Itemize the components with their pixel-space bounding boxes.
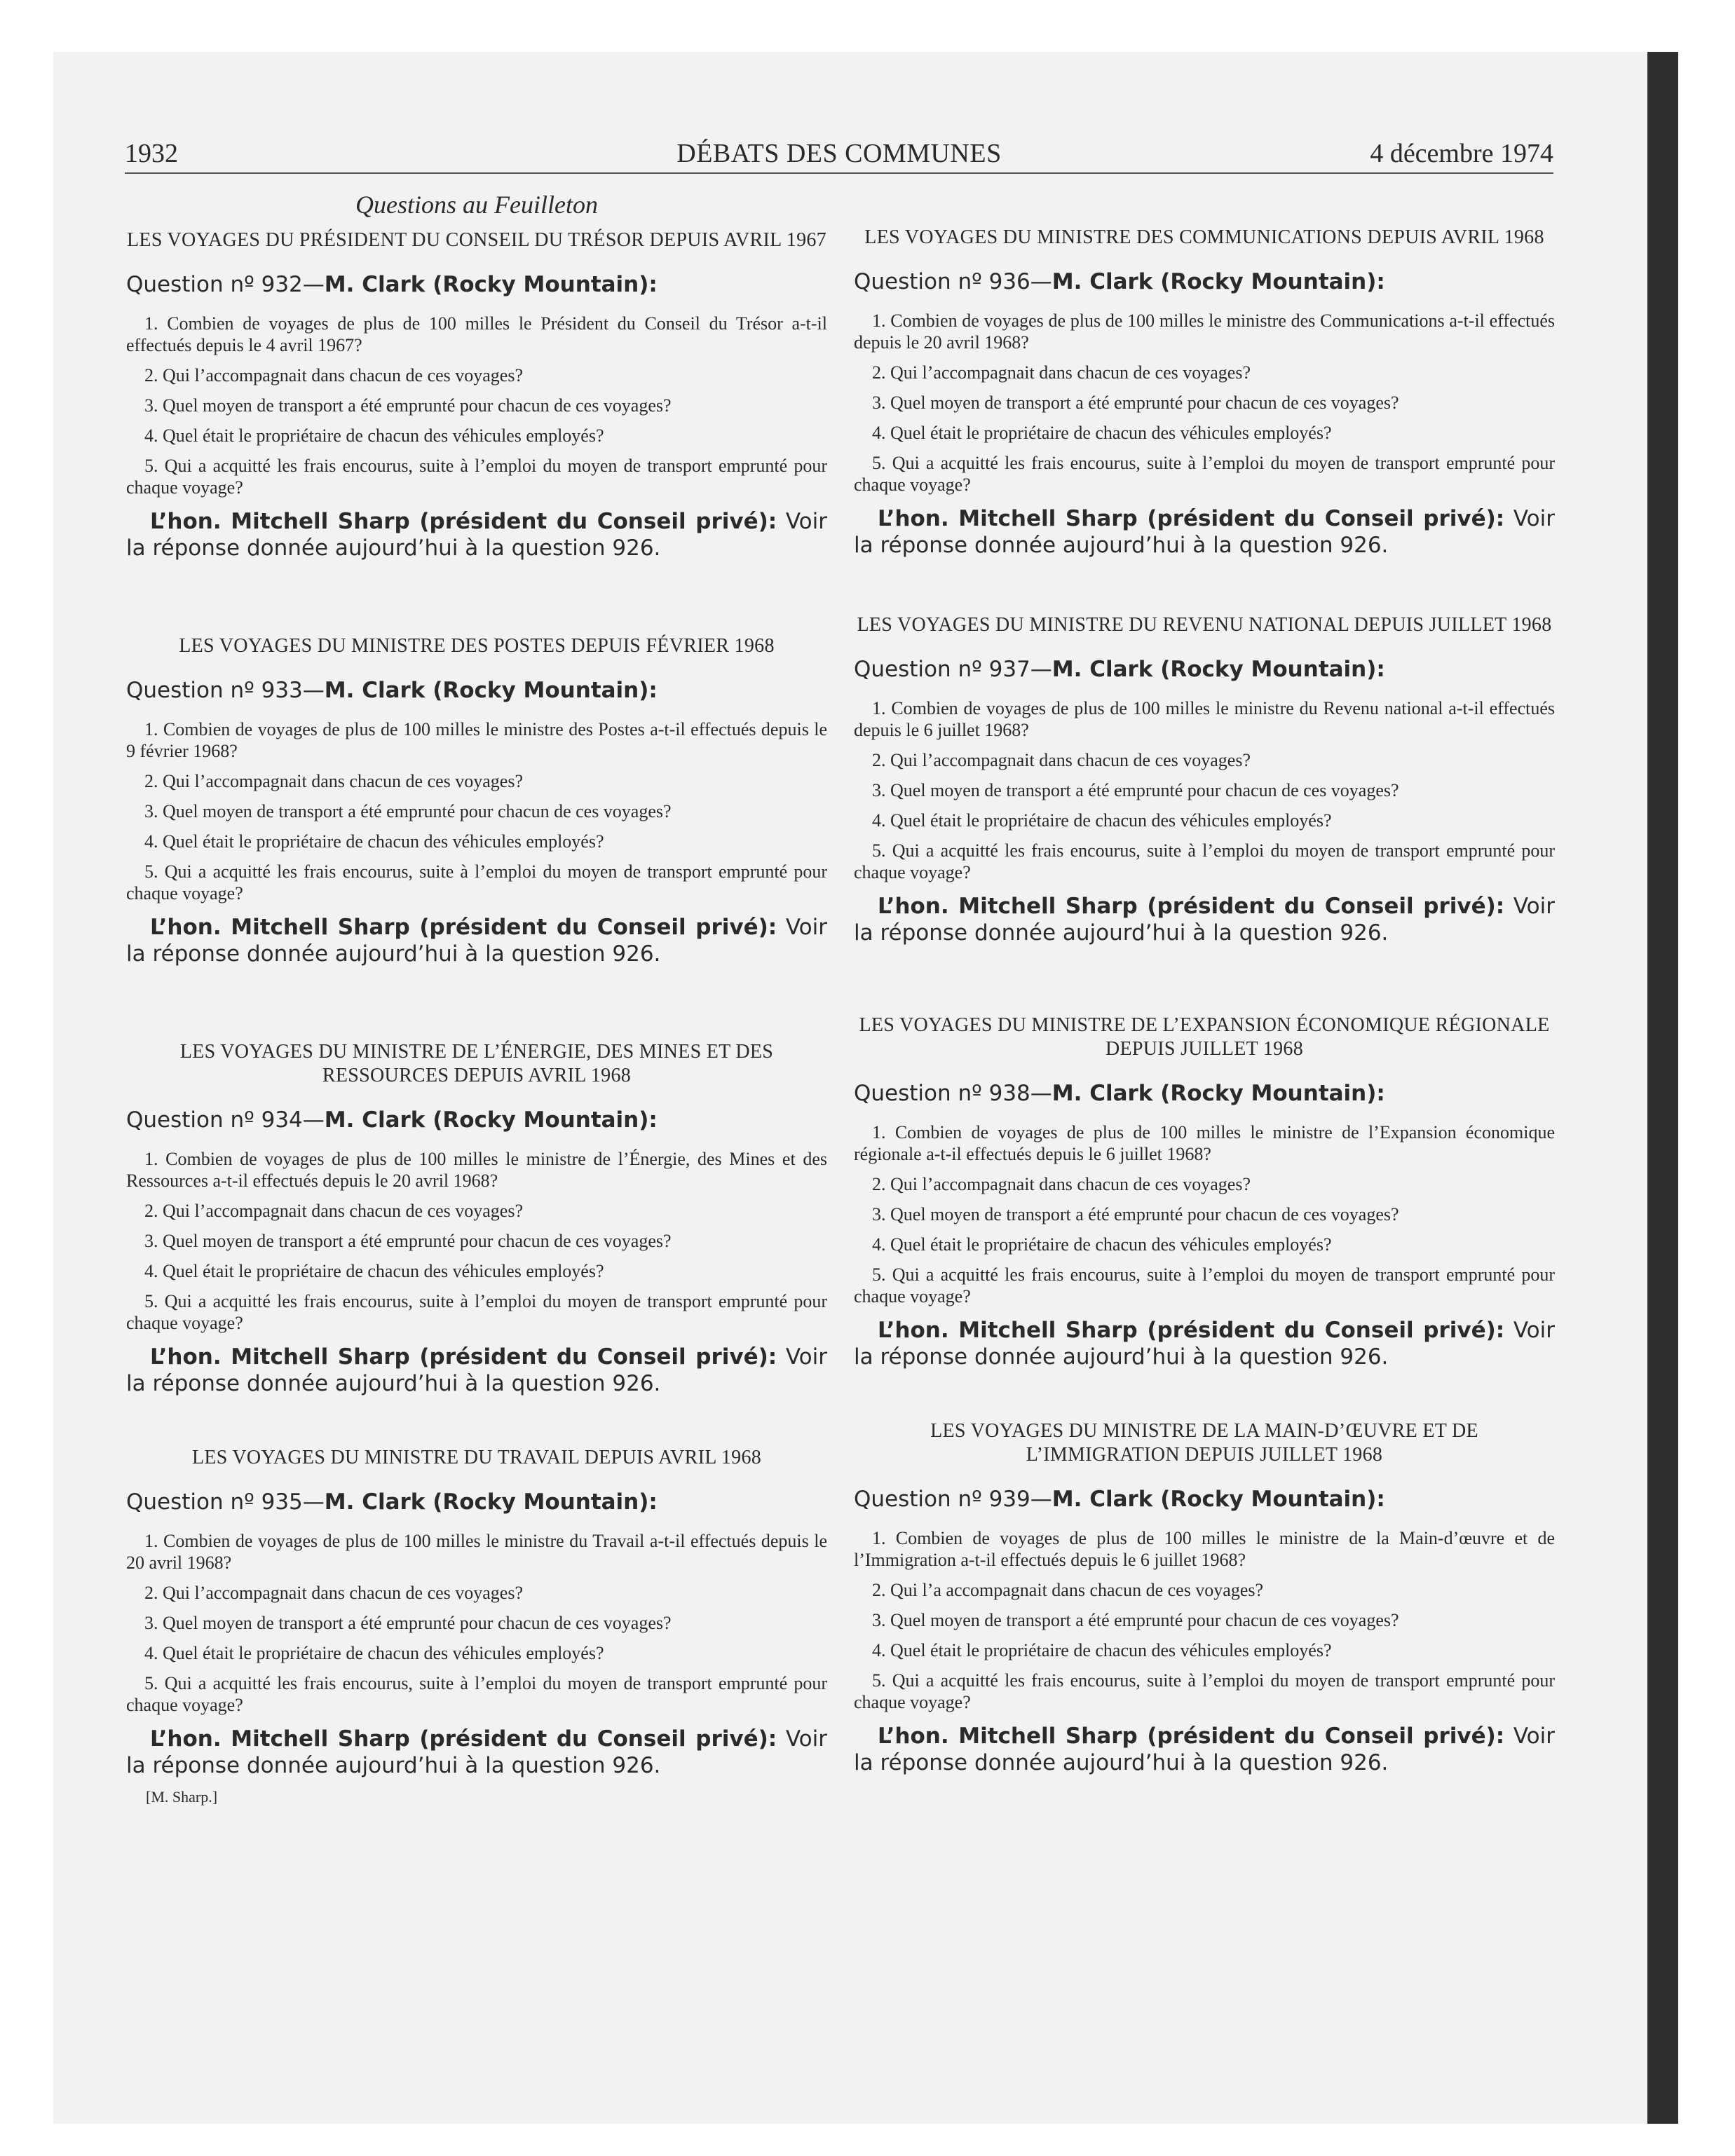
answer-speaker: L’hon. Mitchell Sharp (président du Conseil privé): [878, 1318, 1505, 1343]
question-item: 4. Quel était le propriétaire de chacun des véhicules employés? [144, 425, 604, 446]
issue-date: 4 décembre 1974 [1370, 139, 1553, 168]
question-number: Question nº 937— [854, 657, 1052, 682]
question-block [854, 226, 1555, 559]
question-number: Question nº 933— [126, 678, 325, 703]
question-item: 4. Quel était le propriétaire de chacun des véhicules employés? [144, 831, 604, 852]
answer-speaker: L’hon. Mitchell Sharp (président du Conseil privé): [150, 1344, 777, 1370]
answer-paragraph [854, 505, 1555, 559]
question-item: 3. Quel moyen de transport a été emprunté pour chacun de ces voyages? [144, 1613, 672, 1633]
answer-speaker: L’hon. Mitchell Sharp (président du Conseil privé): [150, 509, 777, 534]
answer-speaker: L’hon. Mitchell Sharp (président du Conseil privé): [150, 1726, 777, 1752]
question-item: 5. Qui a acquitté les frais encourus, suite à l’emploi du moyen de transport emprunté pour chaque voyage? [126, 1291, 827, 1333]
answer-paragraph [126, 1344, 827, 1397]
answer-speaker: L’hon. Mitchell Sharp (président du Conseil privé): [878, 506, 1505, 531]
answer-text: Voir la réponse donnée aujourd’hui à la question 926. [126, 509, 827, 561]
question-line [126, 271, 827, 299]
question-item: 2. Qui l’accompagnait dans chacun de ces voyages? [872, 1174, 1251, 1194]
question-item: 3. Quel moyen de transport a été emprunté pour chacun de ces voyages? [872, 1204, 1399, 1224]
speaker-footnote: [M. Sharp.] [146, 1788, 218, 1806]
answer-paragraph [126, 914, 827, 967]
question-item: 4. Quel était le propriétaire de chacun des véhicules employés? [872, 423, 1332, 443]
question-item: 2. Qui l’accompagnait dans chacun de ces voyages? [872, 750, 1251, 770]
question-item: 3. Quel moyen de transport a été emprunté pour chacun de ces voyages? [872, 780, 1399, 800]
answer-speaker: L’hon. Mitchell Sharp (président du Conseil privé): [878, 1724, 1505, 1749]
answer-speaker: L’hon. Mitchell Sharp (président du Conseil privé): [878, 894, 1505, 919]
question-asker: M. Clark (Rocky Mountain): [1052, 1081, 1385, 1106]
question-item: 5. Qui a acquitté les frais encourus, suite à l’emploi du moyen de transport emprunté pour chaque voyage? [854, 1264, 1555, 1306]
question-line [126, 1106, 827, 1134]
answer-paragraph [854, 1723, 1555, 1776]
question-item: 3. Quel moyen de transport a été emprunté pour chacun de ces voyages? [144, 801, 672, 821]
question-number: Question nº 939— [854, 1487, 1052, 1512]
question-asker: M. Clark (Rocky Mountain): [1052, 269, 1385, 294]
question-heading: LES VOYAGES DU MINISTRE DE LA MAIN-D’ŒUVRE ET DE L’IMMIGRATION DEPUIS JUILLET 1968 [930, 1420, 1478, 1466]
page-number: 1932 [125, 139, 178, 168]
question-block [126, 228, 827, 561]
publication-title: DÉBATS DES COMMUNES [676, 139, 1002, 168]
question-item: 4. Quel était le propriétaire de chacun des véhicules employés? [872, 810, 1332, 831]
answer-paragraph [854, 893, 1555, 946]
question-asker: M. Clark (Rocky Mountain): [324, 678, 658, 703]
question-block [854, 1419, 1555, 1776]
question-heading: LES VOYAGES DU MINISTRE DU REVENU NATIONAL DEPUIS JUILLET 1968 [857, 614, 1552, 636]
question-item: 2. Qui l’accompagnait dans chacun de ces voyages? [872, 362, 1251, 383]
question-number: Question nº 936— [854, 269, 1052, 294]
question-block [126, 1040, 827, 1397]
right-column [854, 226, 1555, 1776]
running-head [125, 137, 1553, 174]
question-line [854, 268, 1555, 296]
question-line [854, 1485, 1555, 1513]
question-item: 2. Qui l’a accompagnait dans chacun de ces voyages? [872, 1580, 1264, 1600]
answer-text: Voir la réponse donnée aujourd’hui à la question 926. [126, 915, 827, 967]
answer-text: Voir la réponse donnée aujourd’hui à la question 926. [854, 506, 1555, 558]
question-line [854, 1079, 1555, 1107]
left-column [126, 189, 827, 1807]
question-block [854, 613, 1555, 946]
question-asker: M. Clark (Rocky Mountain): [1052, 1487, 1385, 1512]
question-item: 1. Combien de voyages de plus de 100 milles le ministre des Communications a-t-il effectués depuis le 20 avril 1968? [854, 311, 1555, 353]
question-item: 4. Quel était le propriétaire de chacun des véhicules employés? [144, 1261, 604, 1281]
question-item: 2. Qui l’accompagnait dans chacun de ces voyages? [144, 771, 524, 791]
question-item: 1. Combien de voyages de plus de 100 milles le ministre de l’Énergie, des Mines et des Ressources a-t-il effectués depuis le 20 avril 1968? [126, 1149, 827, 1191]
question-heading: LES VOYAGES DU MINISTRE DU TRAVAIL DEPUIS AVRIL 1968 [191, 1447, 762, 1468]
question-item: 4. Quel était le propriétaire de chacun des véhicules employés? [872, 1234, 1332, 1255]
question-item: 5. Qui a acquitté les frais encourus, suite à l’emploi du moyen de transport emprunté pour chaque voyage? [126, 1673, 827, 1715]
answer-text: Voir la réponse donnée aujourd’hui à la question 926. [126, 1726, 827, 1778]
question-number: Question nº 932— [126, 272, 325, 297]
question-item: 3. Quel moyen de transport a été emprunté pour chacun de ces voyages? [144, 1231, 672, 1251]
answer-text: Voir la réponse donnée aujourd’hui à la question 926. [854, 1724, 1555, 1775]
question-block [126, 634, 827, 967]
question-item: 3. Quel moyen de transport a été emprunté pour chacun de ces voyages? [872, 1610, 1399, 1630]
question-block [854, 1014, 1555, 1370]
question-item: 1. Combien de voyages de plus de 100 milles le ministre du Travail a-t-il effectués depuis le 20 avril 1968? [126, 1531, 827, 1573]
answer-speaker: L’hon. Mitchell Sharp (président du Conseil privé): [150, 915, 777, 940]
question-item: 3. Quel moyen de transport a été emprunté pour chacun de ces voyages? [872, 393, 1399, 413]
question-item: 1. Combien de voyages de plus de 100 milles le ministre des Postes a-t-il effectués depuis le 9 février 1968? [126, 719, 827, 761]
question-heading: LES VOYAGES DU PRÉSIDENT DU CONSEIL DU TRÉSOR DEPUIS AVRIL 1967 [127, 229, 826, 251]
question-block [126, 1446, 827, 1779]
question-heading: LES VOYAGES DU MINISTRE DE L’ÉNERGIE, DES MINES ET DES RESSOURCES DEPUIS AVRIL 1968 [179, 1041, 774, 1086]
question-item: 5. Qui a acquitté les frais encourus, suite à l’emploi du moyen de transport emprunté pour chaque voyage? [854, 1670, 1555, 1712]
question-item: 4. Quel était le propriétaire de chacun des véhicules employés? [144, 1643, 604, 1663]
question-item: 5. Qui a acquitté les frais encourus, suite à l’emploi du moyen de transport emprunté pour chaque voyage? [126, 861, 827, 903]
question-number: Question nº 935— [126, 1489, 325, 1515]
question-heading: LES VOYAGES DU MINISTRE DES POSTES DEPUIS FÉVRIER 1968 [179, 635, 775, 657]
question-asker: M. Clark (Rocky Mountain): [324, 272, 658, 297]
answer-paragraph [126, 1726, 827, 1779]
scan-edge-bar [1647, 52, 1678, 2124]
question-heading: LES VOYAGES DU MINISTRE DES COMMUNICATIONS DEPUIS AVRIL 1968 [864, 226, 1544, 248]
answer-text: Voir la réponse donnée aujourd’hui à la question 926. [854, 894, 1555, 946]
answer-paragraph [126, 508, 827, 561]
question-line [126, 676, 827, 704]
question-asker: M. Clark (Rocky Mountain): [324, 1489, 658, 1515]
answer-text: Voir la réponse donnée aujourd’hui à la question 926. [854, 1318, 1555, 1370]
question-item: 2. Qui l’accompagnait dans chacun de ces voyages? [144, 1201, 524, 1221]
question-asker: M. Clark (Rocky Mountain): [324, 1107, 658, 1133]
question-asker: M. Clark (Rocky Mountain): [1052, 657, 1385, 682]
question-heading: LES VOYAGES DU MINISTRE DE L’EXPANSION ÉCONOMIQUE RÉGIONALE DEPUIS JUILLET 1968 [859, 1014, 1550, 1060]
answer-paragraph [854, 1317, 1555, 1370]
question-item: 1. Combien de voyages de plus de 100 milles le Président du Conseil du Trésor a-t-il effectués depuis le 4 avril 1967? [126, 313, 827, 355]
question-item: 5. Qui a acquitté les frais encourus, suite à l’emploi du moyen de transport emprunté pour chaque voyage? [854, 840, 1555, 882]
question-item: 2. Qui l’accompagnait dans chacun de ces voyages? [144, 1583, 524, 1603]
question-item: 1. Combien de voyages de plus de 100 milles le ministre du Revenu national a-t-il effectués depuis le 6 juillet 1968? [854, 698, 1555, 740]
question-item: 5. Qui a acquitté les frais encourus, suite à l’emploi du moyen de transport emprunté pour chaque voyage? [854, 453, 1555, 495]
question-item: 1. Combien de voyages de plus de 100 milles le ministre de la Main-d’œuvre et de l’Immigration a-t-il effectués depuis le 6 juillet 1968? [854, 1528, 1555, 1570]
question-item: 3. Quel moyen de transport a été emprunté pour chacun de ces voyages? [144, 395, 672, 416]
question-line [854, 655, 1555, 683]
answer-text: Voir la réponse donnée aujourd’hui à la question 926. [126, 1344, 827, 1396]
question-number: Question nº 938— [854, 1081, 1052, 1106]
question-item: 5. Qui a acquitté les frais encourus, suite à l’emploi du moyen de transport emprunté pour chaque voyage? [126, 456, 827, 498]
section-title: Questions au Feuilleton [355, 191, 598, 219]
question-number: Question nº 934— [126, 1107, 325, 1133]
question-item: 4. Quel était le propriétaire de chacun des véhicules employés? [872, 1640, 1332, 1660]
question-item: 1. Combien de voyages de plus de 100 milles le ministre de l’Expansion économique régionale a-t-il effectués depuis le 6 juillet 1968? [854, 1122, 1555, 1164]
question-item: 2. Qui l’accompagnait dans chacun de ces voyages? [144, 365, 524, 386]
question-line [126, 1488, 827, 1516]
